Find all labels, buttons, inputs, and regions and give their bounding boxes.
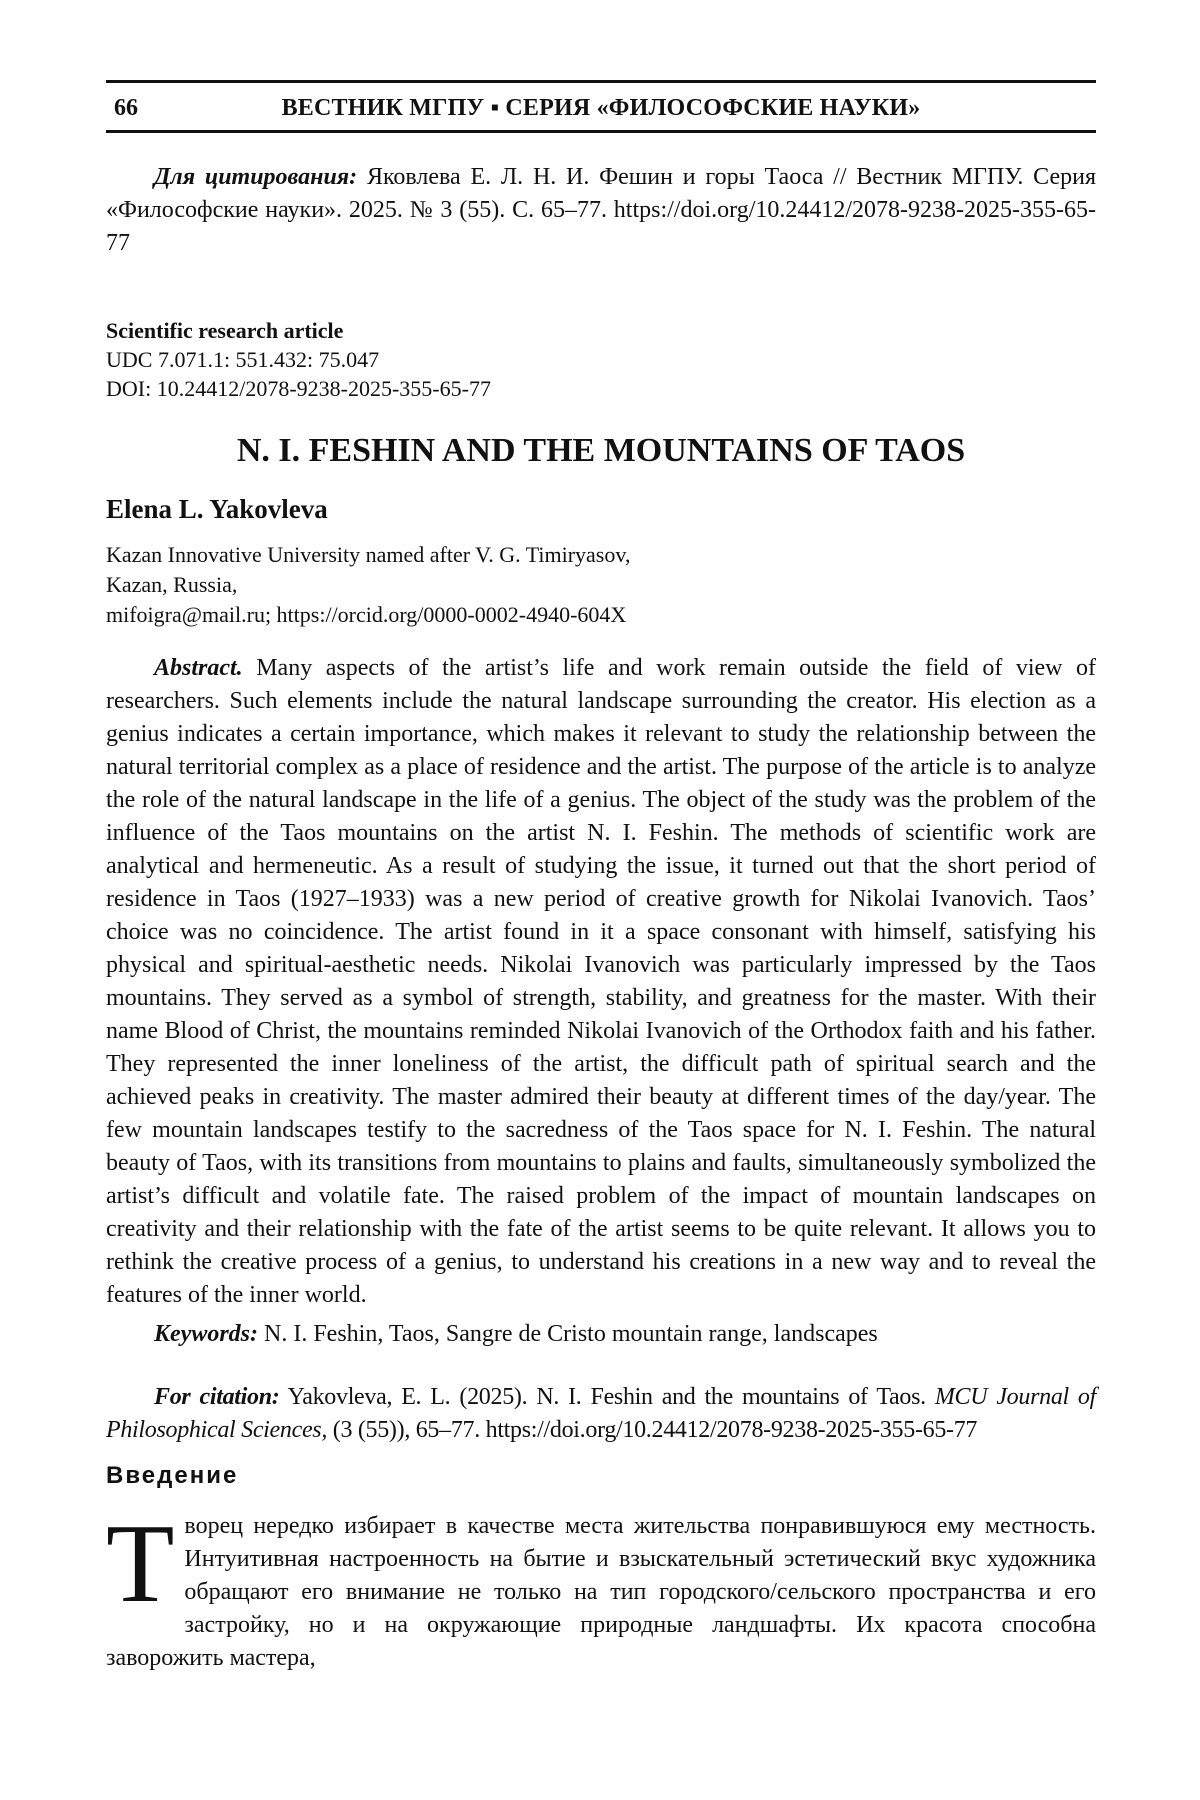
author-affiliation xyxy=(106,540,1096,630)
abstract-block xyxy=(106,652,1096,1312)
doi: DOI: 10.24412/2078-9238-2025-355-65-77 xyxy=(106,374,1096,403)
affiliation-line-2: Kazan, Russia, xyxy=(106,570,1096,600)
citation-en-text-before: Yakovleva, E. L. (2025). N. I. Feshin and the mountains of Taos. xyxy=(288,1384,926,1410)
intro-paragraph xyxy=(106,1510,1096,1675)
author-name: Elena L. Yakovleva xyxy=(106,494,1096,525)
affiliation-line-1: Kazan Innovative University named after V. G. Timiryasov, xyxy=(106,540,1096,570)
keywords xyxy=(106,1318,1096,1351)
citation-ru-text: Яковлева Е. Л. Н. И. Фешин и горы Таоса // Вестник МГПУ. Серия «Философские науки». 2025. № 3 (55). С. 65–77. https://doi.org/10.24412/2078-9238-2025-355-65-77 xyxy=(106,164,1096,256)
citation-ru xyxy=(106,161,1096,260)
abstract-label: Abstract. xyxy=(154,655,243,681)
abstract-text: Many aspects of the artist’s life and work remain outside the field of view of researchers. Such elements include the natural landscape surrounding the creator. His election as a genius indicates a certain importance, which makes it relevant to study the relationship between the natural territorial complex as a place of residence and the artist. The purpose of the article is to analyze the role of the natural landscape in the life of a genius. The object of the study was the problem of the influence of the Taos mountains on the artist N. I. Feshin. The methods of scientific work are analytical and hermeneutic. As a result of studying the issue, it turned out that the short period of residence in Taos (1927–1933) was a new period of creative growth for Nikolai Ivanovich. Taos’ choice was no coincidence. The artist found in it a space consonant with himself, satisfying his physical and spiritual-aesthetic needs. Nikolai Ivanovich was particularly impressed by the Taos mountains. They served as a symbol of strength, stability, and greatness for the master. With their name Blood of Christ, the mountains reminded Nikolai Ivanovich of the Orthodox faith and his father. They represented the inner loneliness of the artist, the difficult path of spiritual search and the achieved peaks in creativity. The master admired their beauty at different times of the day/year. The few mountain landscapes testify to the sacredness of the Taos space for N. I. Feshin. The natural beauty of Taos, with its transitions from mountains to plains and faults, simultaneously symbolized the artist’s difficult and volatile fate. The raised problem of the impact of mountain landscapes on creativity and their relationship with the fate of the artist seems to be quite relevant. It allows you to rethink the creative process of a genius, to understand his creations in a new way and to reveal the features of the inner world. xyxy=(106,655,1096,1308)
drop-cap: Т xyxy=(106,1516,174,1612)
udc: UDC 7.071.1: 551.432: 75.047 xyxy=(106,345,1096,374)
intro-block xyxy=(106,1510,1096,1675)
keywords-label: Keywords: xyxy=(154,1321,258,1347)
running-title: ВЕСТНИК МГПУ ▪ СЕРИЯ «ФИЛОСОФСКИЕ НАУКИ» xyxy=(106,95,1096,122)
article-type: Scientific research article xyxy=(106,316,1096,345)
journal-page xyxy=(0,0,1200,1800)
citation-ru-block xyxy=(106,161,1096,260)
article-title: N. I. FESHIN AND THE MOUNTAINS OF TAOS xyxy=(106,430,1096,472)
keywords-text: N. I. Feshin, Taos, Sangre de Cristo mountain range, landscapes xyxy=(264,1321,878,1347)
citation-ru-label: Для цитирования: xyxy=(154,164,357,190)
abstract xyxy=(106,652,1096,1312)
running-header xyxy=(106,80,1096,133)
citation-en xyxy=(106,1381,1096,1447)
page-number: 66 xyxy=(114,95,138,122)
citation-en-block xyxy=(106,1381,1096,1447)
citation-en-text-after: (3 (55)), 65–77. https://doi.org/10.24412/2078-9238-2025-355-65-77 xyxy=(333,1417,977,1443)
intro-text: ворец нередко избирает в качестве места жительства понравившуюся ему местность. Интуитивная настроенность на бытие и взыскательный эстетический вкус художника обращают его внимание не только на тип городского/сельского пространства и его застройку, но и на окружающие природные ландшафты. Их красота способна заворожить мастера, xyxy=(106,1513,1096,1671)
citation-en-journal: MCU Journal of Philosophical Sciences, xyxy=(106,1384,1096,1443)
citation-en-label: For citation: xyxy=(154,1384,279,1410)
article-meta xyxy=(106,316,1096,403)
keywords-block xyxy=(106,1318,1096,1351)
author-contact: mifoigra@mail.ru; https://orcid.org/0000-0002-4940-604X xyxy=(106,600,1096,630)
section-heading: Введение xyxy=(106,1462,1096,1490)
